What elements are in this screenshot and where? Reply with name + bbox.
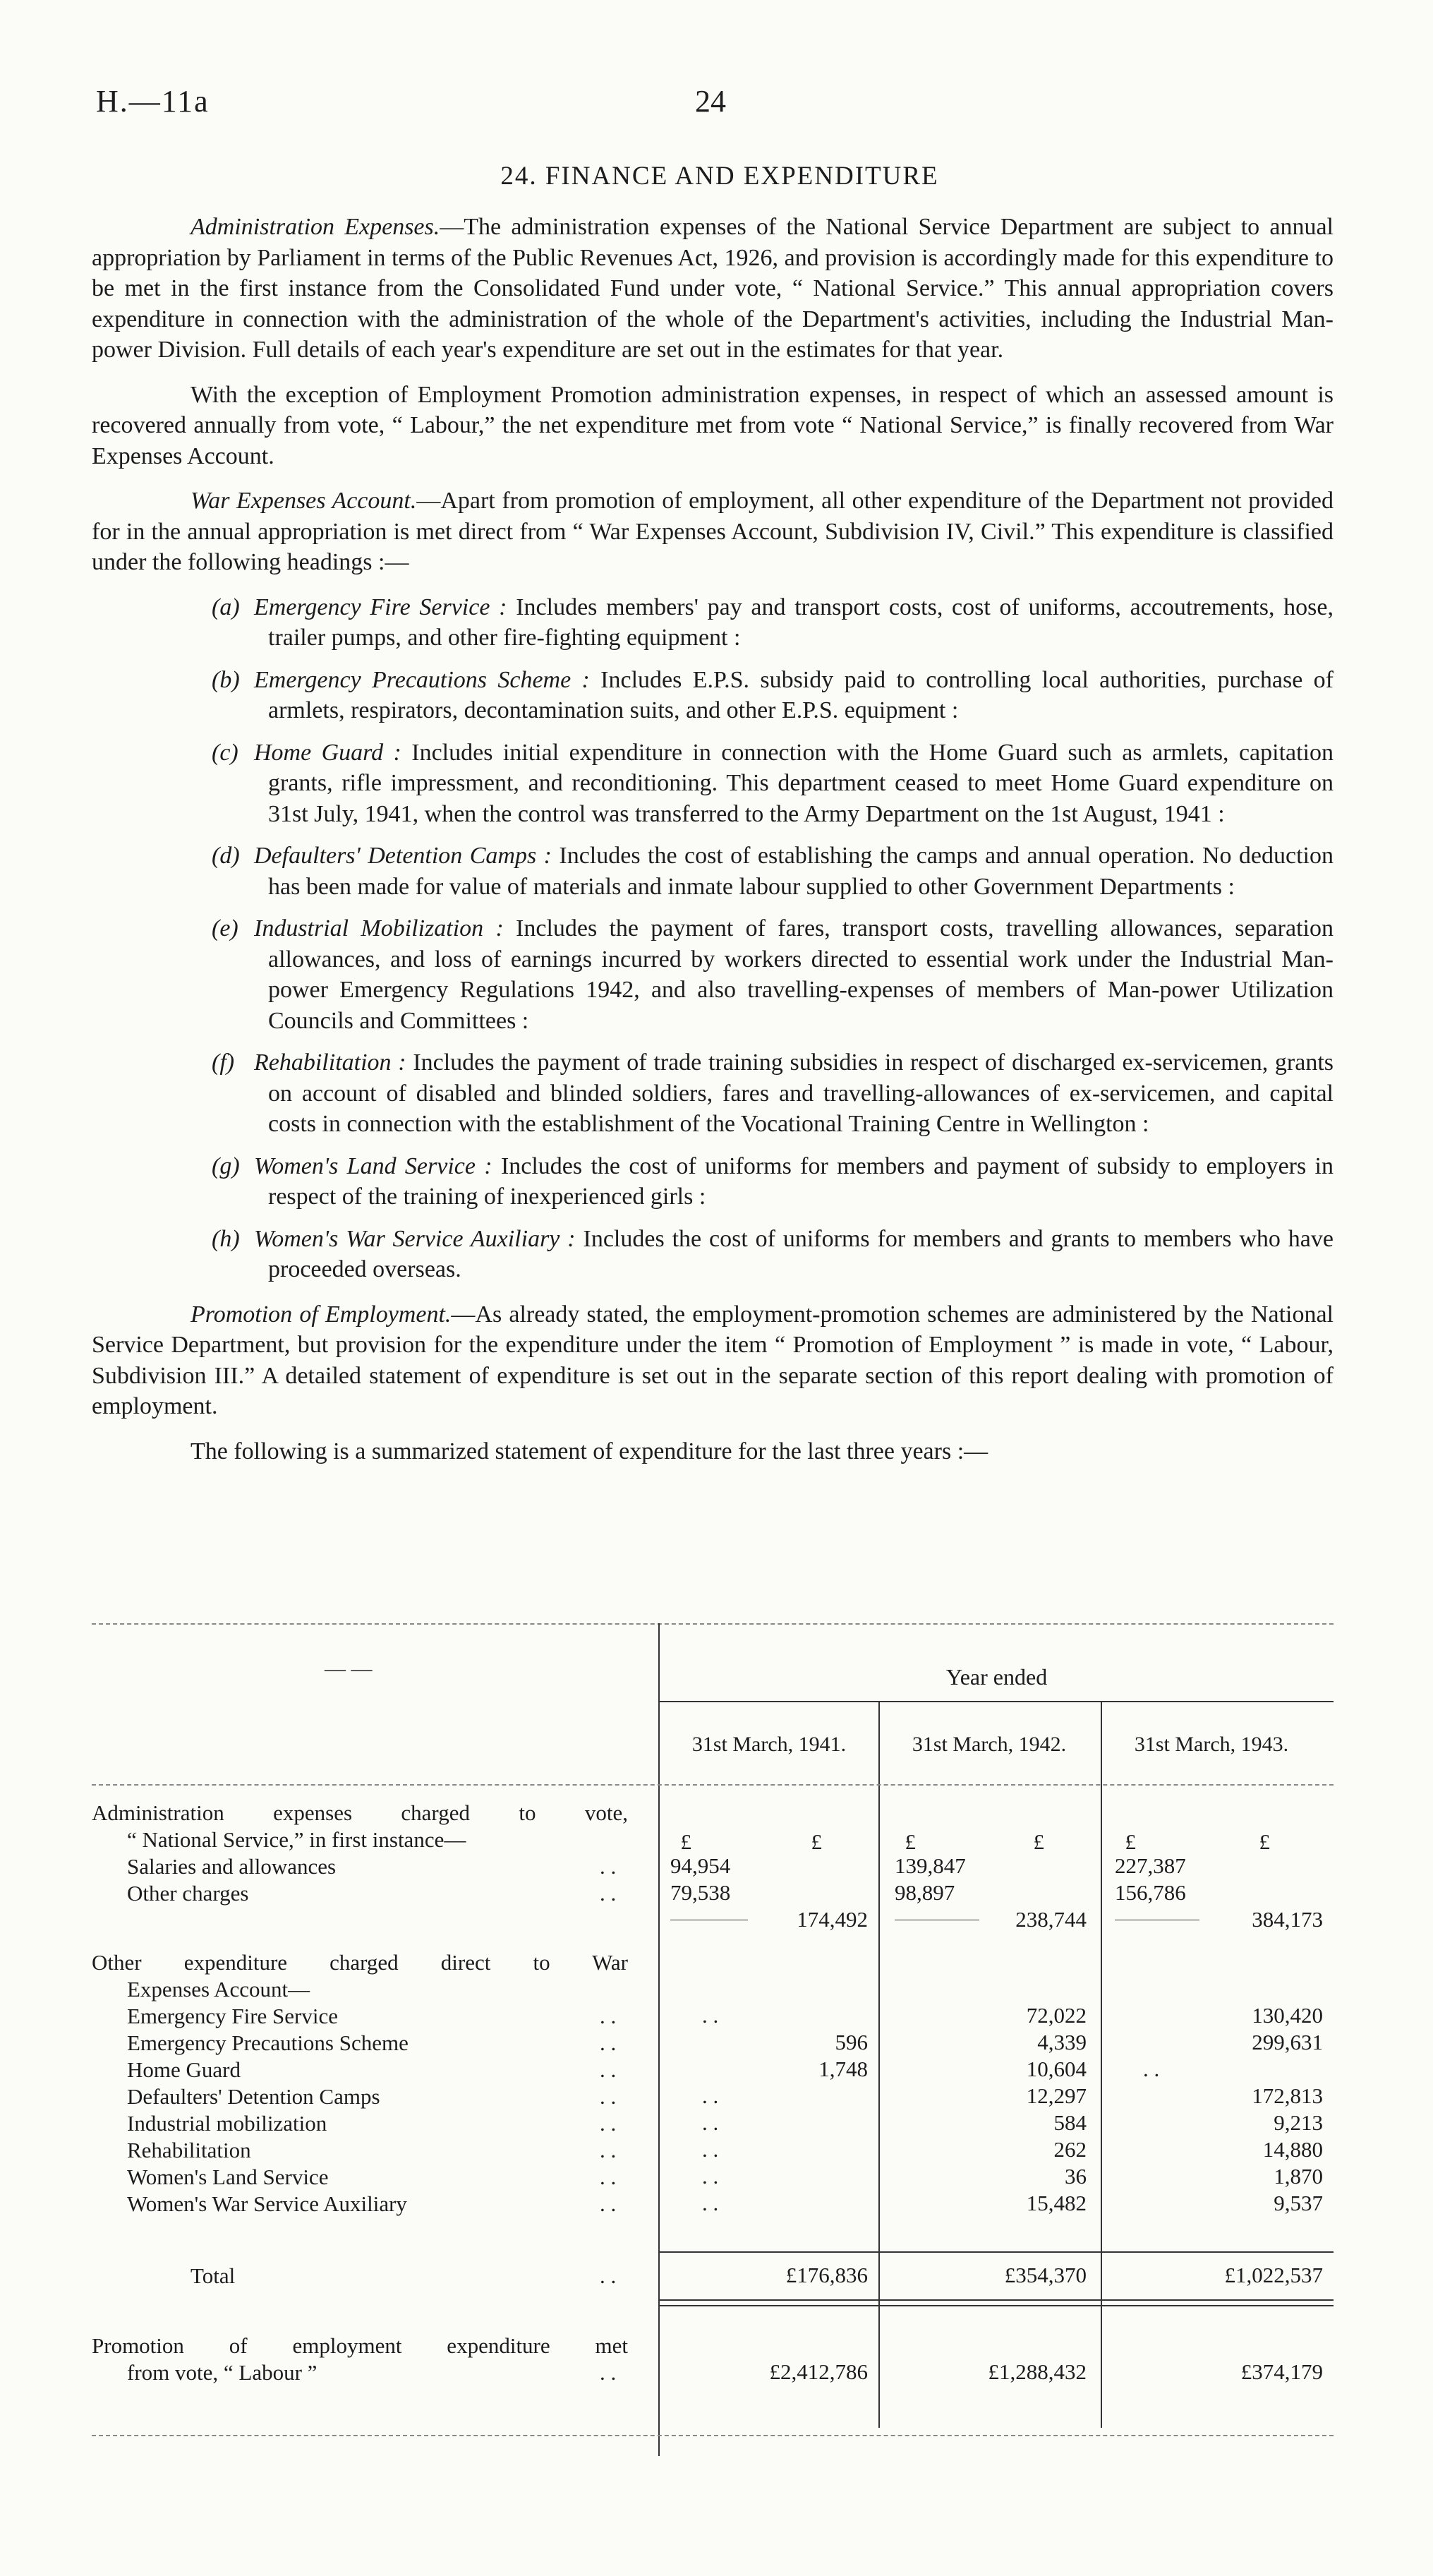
body-text [92,212,1334,1481]
war-group-label-cont: Expenses Account— [127,1977,310,2002]
header-dashed-rule [92,1784,1334,1786]
bottom-dashed-rule [92,2435,1334,2436]
admin-group-label: Administration expenses charged to vote, [92,1800,628,1825]
leader-dots: . . [600,2138,617,2162]
column-header-1941: 31st March, 1941. [691,1733,847,1756]
total-bottom-rule [658,2305,1334,2306]
total-1941: £176,836 [785,2263,868,2287]
war-row-label: Emergency Fire Service [127,2004,338,2028]
war-row-value: 10,604 [1026,2057,1087,2081]
salaries-label: Salaries and allowances [127,1854,337,1879]
promotion-label-cont: from vote, “ Labour ” [127,2360,318,2385]
leader-dots: . . [600,1881,617,1906]
war-row-value: 130,420 [1252,2003,1323,2028]
promotion-paragraph: Promotion of Employment.—As already stated, the employment-promotion schemes are administered by the National Service Department, but provision for the expenditure under the item “ Promotion of Employment ” is made in vote, “ Labour, Subdivision III.” A detailed statement of expenditure is set out in the separate section of this report dealing with promotion of employment. [92,1301,1334,1419]
admin-lead: Administration Expenses. [191,214,440,240]
admin-total-1943: 384,173 [1252,1907,1323,1932]
salaries-1943: 227,387 [1115,1853,1186,1878]
other-charges-1942: 98,897 [895,1880,955,1905]
war-row-value: . . [702,2164,719,2189]
page-reference: H.—11a [96,84,210,119]
war-row-value: 172,813 [1252,2083,1323,2108]
heading-item: (f) Rehabilitation : Includes the payment of trade training subsidies in respect of discharged ex-servicemen, grants on account of disabled and blinded soldiers, fares and travelling-allowances of ex-servicemen, and capital costs in connection with the establishment of the Vocational Training Centre in Wellington : [212,1049,1334,1137]
war-row-label: Industrial mobilization [127,2111,327,2136]
admin-paragraph: Administration Expenses.—The administration expenses of the National Service Department are subject to annual appropriation by Parliament in terms of the Public Revenues Act, 1926, and provision is accordingly made for this expenditure to be met in the first instance from the Consolidated Fund under vote, “ National Service.” This annual appropriation covers expenditure in connection with the administration of the whole of the Department's activities, including the Industrial Man-power Division. Full details of each year's expenditure are set out in the estimates for that year. [92,214,1334,363]
leader-dots: . . [600,2030,617,2055]
page-number: 24 [695,84,726,119]
leader-dots: . . [600,2263,617,2288]
war-row-label: Women's Land Service [127,2165,329,2189]
currency-mark: £ [811,1829,822,1854]
war-row-value: . . [702,2137,719,2162]
heading-item: (e) Industrial Mobilization : Includes the payment of fares, transport costs, travelling allowances, separation allowances, and loss of earnings incurred by workers directed to essential work under the Industrial Man-power Emergency Regulations 1942, and also travelling-expenses of members of Man-power Utilization Councils and Committees : [212,915,1334,1034]
currency-mark: £ [680,1829,691,1854]
heading-item: (a) Emergency Fire Service : Includes members' pay and transport costs, cost of uniforms, accoutrements, hose, trailer pumps, and other fire-fighting equipment : [212,594,1334,651]
admin-total-1942: 238,744 [1015,1907,1087,1932]
leader-dots: . . [600,2165,617,2189]
total-top-rule [658,2251,1334,2253]
exception-paragraph: With the exception of Employment Promotion administration expenses, in respect of which an assessed amount is recovered annually from vote, “ Labour,” the net expenditure met from vote “ National Service,” is finally recovered from War Expenses Account. [92,381,1334,469]
war-lead: War Expenses Account. [191,488,417,514]
war-row-value: 12,297 [1026,2083,1087,2108]
currency-mark: £ [905,1829,916,1854]
total-1942: £354,370 [1004,2263,1087,2287]
header-rule [658,1701,1334,1702]
war-row-label: Defaulters' Detention Camps [127,2084,380,2109]
promotion-1942: £1,288,432 [988,2359,1087,2384]
leader-dots: . . [600,2111,617,2136]
leader-dots: . . [600,2360,617,2385]
total-bottom-rule [658,2299,1334,2301]
war-row-label: Women's War Service Auxiliary [127,2191,407,2216]
leader-dots: . . [600,1854,617,1879]
column-rule [1101,1701,1102,2428]
currency-mark: £ [1033,1829,1044,1854]
page-header [92,83,1348,126]
leader-dots: . . [600,2084,617,2109]
war-row-value: 596 [835,2030,868,2054]
promotion-label: Promotion of employment expenditure met [92,2333,628,2358]
war-row-value: 9,213 [1274,2110,1323,2135]
heading-item: (h) Women's War Service Auxiliary : Includes the cost of uniforms for members and grants to members who have proceeded overseas. [212,1225,1334,1282]
promotion-1943: £374,179 [1240,2359,1323,2384]
war-row-value: . . [702,2003,719,2028]
currency-mark: £ [1259,1829,1270,1854]
stub-head-mark: — — [325,1657,373,1680]
war-group-label: Other expenditure charged direct to War [92,1950,628,1975]
war-row-value: . . [702,2083,719,2108]
salaries-1942: 139,847 [895,1853,966,1878]
war-expenses-paragraph: War Expenses Account.—Apart from promotion of employment, all other expenditure of the Department not provided for in the annual appropriation is met direct from “ War Expenses Account, Subdivision IV, Civil.” This expenditure is classified under the following headings :— [92,488,1334,575]
admin-group-label-cont: “ National Service,” in first instance— [127,1827,466,1852]
year-ended-header: Year ended [945,1664,1048,1690]
column-rule [878,1701,880,2428]
war-row-value: 262 [1053,2137,1087,2162]
war-row-value: 1,870 [1274,2164,1323,2189]
heading-item: (g) Women's Land Service : Includes the cost of uniforms for members and payment of subsidy to employers in respect of the training of inexperienced girls : [212,1152,1334,1210]
war-row-value: 9,537 [1274,2191,1323,2215]
war-row-value: 36 [1065,2164,1087,2189]
total-label: Total [191,2263,236,2288]
summary-intro: The following is a summarized statement of expenditure for the last three years :— [191,1438,988,1464]
total-1943: £1,022,537 [1224,2263,1323,2287]
war-row-label: Rehabilitation [127,2138,251,2162]
promo-lead: Promotion of Employment. [191,1301,452,1328]
heading-item: (d) Defaulters' Detention Camps : Includes the cost of establishing the camps and annual operation. No deduction has been made for value of materials and inmate labour supplied to other Government Departments : [212,843,1334,900]
war-row-value: 1,748 [818,2057,868,2081]
top-dashed-rule [92,1623,1334,1625]
expenditure-headings [92,592,1334,1285]
heading-item: (b) Emergency Precautions Scheme : Includes E.P.S. subsidy paid to controlling local authorities, purchase of armlets, respirators, decontamination suits, and other E.P.S. equipment : [212,666,1334,723]
expenditure-table [92,1623,1334,2505]
column-header-1943: 31st March, 1943. [1134,1733,1289,1756]
heading-item: (c) Home Guard : Includes initial expenditure in connection with the Home Guard such as armlets, capitation grants, rifle impressment, and reconditioning. This department ceased to meet Home Guard expenditure on 31st July, 1941, when the control was transferred to the Army Department on the 1st August, 1941 : [212,739,1334,827]
leader-dots: . . [600,2191,617,2216]
other-charges-1941: 79,538 [670,1880,731,1905]
war-row-value: 299,631 [1252,2030,1323,2054]
promotion-1941: £2,412,786 [769,2359,868,2384]
salaries-1941: 94,954 [670,1853,731,1878]
war-row-value: 72,022 [1026,2003,1087,2028]
currency-mark: £ [1125,1829,1136,1854]
other-charges-1943: 156,786 [1115,1880,1186,1905]
war-row-value: . . [1143,2057,1160,2081]
column-header-1942: 31st March, 1942. [912,1733,1067,1756]
other-charges-label: Other charges [127,1881,249,1906]
war-row-label: Emergency Precautions Scheme [127,2030,409,2055]
war-row-value: . . [702,2191,719,2215]
admin-total-1941: 174,492 [797,1907,868,1932]
leader-dots: . . [600,2004,617,2028]
leader-dots: . . [600,2057,617,2082]
section-title: 24. FINANCE AND EXPENDITURE [500,162,939,191]
war-row-value: 15,482 [1026,2191,1087,2215]
war-row-value: 4,339 [1037,2030,1087,2054]
war-row-value: . . [702,2110,719,2135]
war-row-value: 14,880 [1262,2137,1323,2162]
war-row-label: Home Guard [127,2057,241,2082]
war-row-value: 584 [1053,2110,1087,2135]
